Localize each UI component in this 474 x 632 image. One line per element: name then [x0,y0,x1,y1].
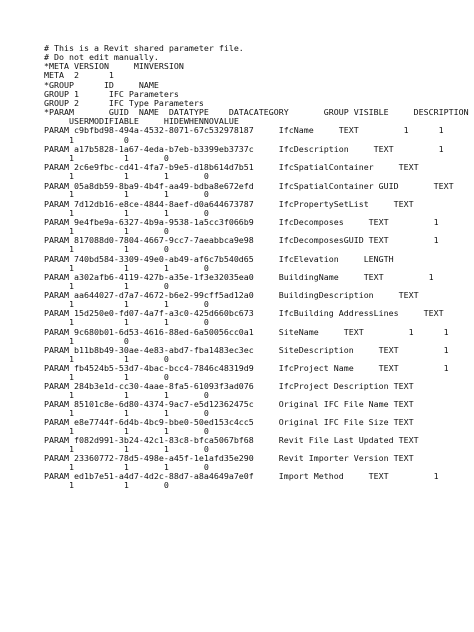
param-line: PARAM 85101c8e-6d80-4374-9ac7-e5d12362475c Original IFC File Name TEXT [44,399,414,409]
meta-line: *META VERSION MINVERSION [44,61,184,71]
param-continuation-line: 1 0 [44,135,129,145]
param-continuation-line: 1 1 0 [44,226,169,236]
param-continuation-line: 1 1 1 0 [44,208,209,218]
param-continuation-line: 1 0 [44,336,129,346]
param-header-line: *PARAM GUID NAME DATATYPE DATACATEGORY GROUP VISIBLE DESCRIPTION [44,107,469,117]
param-line: PARAM 740bd584-3309-49e0-ab49-af6c7b540d65 IfcElevation LENGTH [44,254,394,264]
group-line: GROUP 2 IFC Type Parameters [44,98,204,108]
param-continuation-line: 1 1 1 0 [44,390,209,400]
param-line: PARAM 23360772-78d5-498e-a45f-1e1afd35e290 Revit Importer Version TEXT [44,453,414,463]
param-line: PARAM 9e4fbe9a-6327-4b9a-9538-1a5cc3f066b9 IfcDecomposes TEXT 1 [44,217,439,227]
param-line: PARAM e8e7744f-6d4b-4bc9-bbe0-50ed153c4cc5 Original IFC File Size TEXT [44,417,414,427]
param-continuation-line: USERMODIFIABLE HIDEWHENNOVALUE [44,116,239,126]
param-line: PARAM a17b5828-1a67-4eda-b7eb-b3399eb3737c IfcDescription TEXT 1 [44,144,444,154]
param-continuation-line: 1 1 0 [44,372,169,382]
group-line: *GROUP ID NAME [44,80,159,90]
param-continuation-line: 1 1 1 0 [44,189,209,199]
param-line: PARAM c9bfbd98-494a-4532-8071-67c532978187 IfcName TEXT 1 1 [44,125,444,135]
param-continuation-line: 1 1 0 [44,244,169,254]
param-continuation-line: 1 1 1 0 [44,299,209,309]
param-continuation-line: 1 1 1 0 [44,408,209,418]
param-line: PARAM ed1b7e51-a4d7-4d2c-88d7-a8a4649a7e0f Import Method TEXT 1 [44,471,439,481]
param-continuation-line: 1 1 1 0 [44,263,209,273]
meta-line: META 2 1 [44,70,114,80]
param-line: PARAM 2c6e9fbc-cd41-4fa7-b9e5-d18b614d7b51 IfcSpatialContainer TEXT [44,162,419,172]
param-continuation-line: 1 1 1 0 [44,426,209,436]
param-continuation-line: 1 1 1 0 [44,317,209,327]
comment-line: # Do not edit manually. [44,52,159,62]
param-line: PARAM 817088d0-7804-4667-9cc7-7aeabbca9e98 IfcDecomposesGUID TEXT 1 [44,235,439,245]
param-line: PARAM 9c680b01-6d53-4616-88ed-6a50056cc0a1 SiteName TEXT 1 1 [44,327,449,337]
param-line: PARAM 15d250e0-fd07-4a7f-a3c0-425d660bc673 IfcBuilding AddressLines TEXT [44,308,444,318]
param-continuation-line: 1 1 0 [44,354,169,364]
param-line: PARAM a302afb6-4119-427b-a35e-1f3e32035ea0 BuildingName TEXT 1 [44,272,434,282]
group-line: GROUP 1 IFC Parameters [44,89,179,99]
param-continuation-line: 1 1 1 0 [44,444,209,454]
param-continuation-line: 1 1 1 0 [44,462,209,472]
param-line: PARAM aa644027-d7a7-4672-b6e2-99cff5ad12a0 BuildingDescription TEXT [44,290,419,300]
param-continuation-line: 1 1 1 0 [44,171,209,181]
param-continuation-line: 1 1 0 [44,281,169,291]
comment-line: # This is a Revit shared parameter file. [44,43,244,53]
param-line: PARAM b11b8b49-30ae-4e83-abd7-fba1483ec3ec SiteDescription TEXT 1 [44,345,449,355]
param-line: PARAM 7d12db16-e8ce-4844-8aef-d0a644673787 IfcPropertySetList TEXT [44,199,414,209]
param-continuation-line: 1 1 0 [44,153,169,163]
param-line: PARAM f082d991-3b24-42c1-83c8-bfca5067bf68 Revit File Last Updated TEXT [44,435,419,445]
param-continuation-line: 1 1 0 [44,480,169,490]
param-line: PARAM fb4524b5-53d7-4bac-bcc4-7846c48319d9 IfcProject Name TEXT 1 [44,363,449,373]
param-line: PARAM 284b3e1d-cc30-4aae-8fa5-61093f3ad076 IfcProject Description TEXT [44,381,414,391]
param-line: PARAM 05a8db59-8ba9-4b4f-aa49-bdba8e672efd IfcSpatialContainer GUID TEXT [44,181,454,191]
